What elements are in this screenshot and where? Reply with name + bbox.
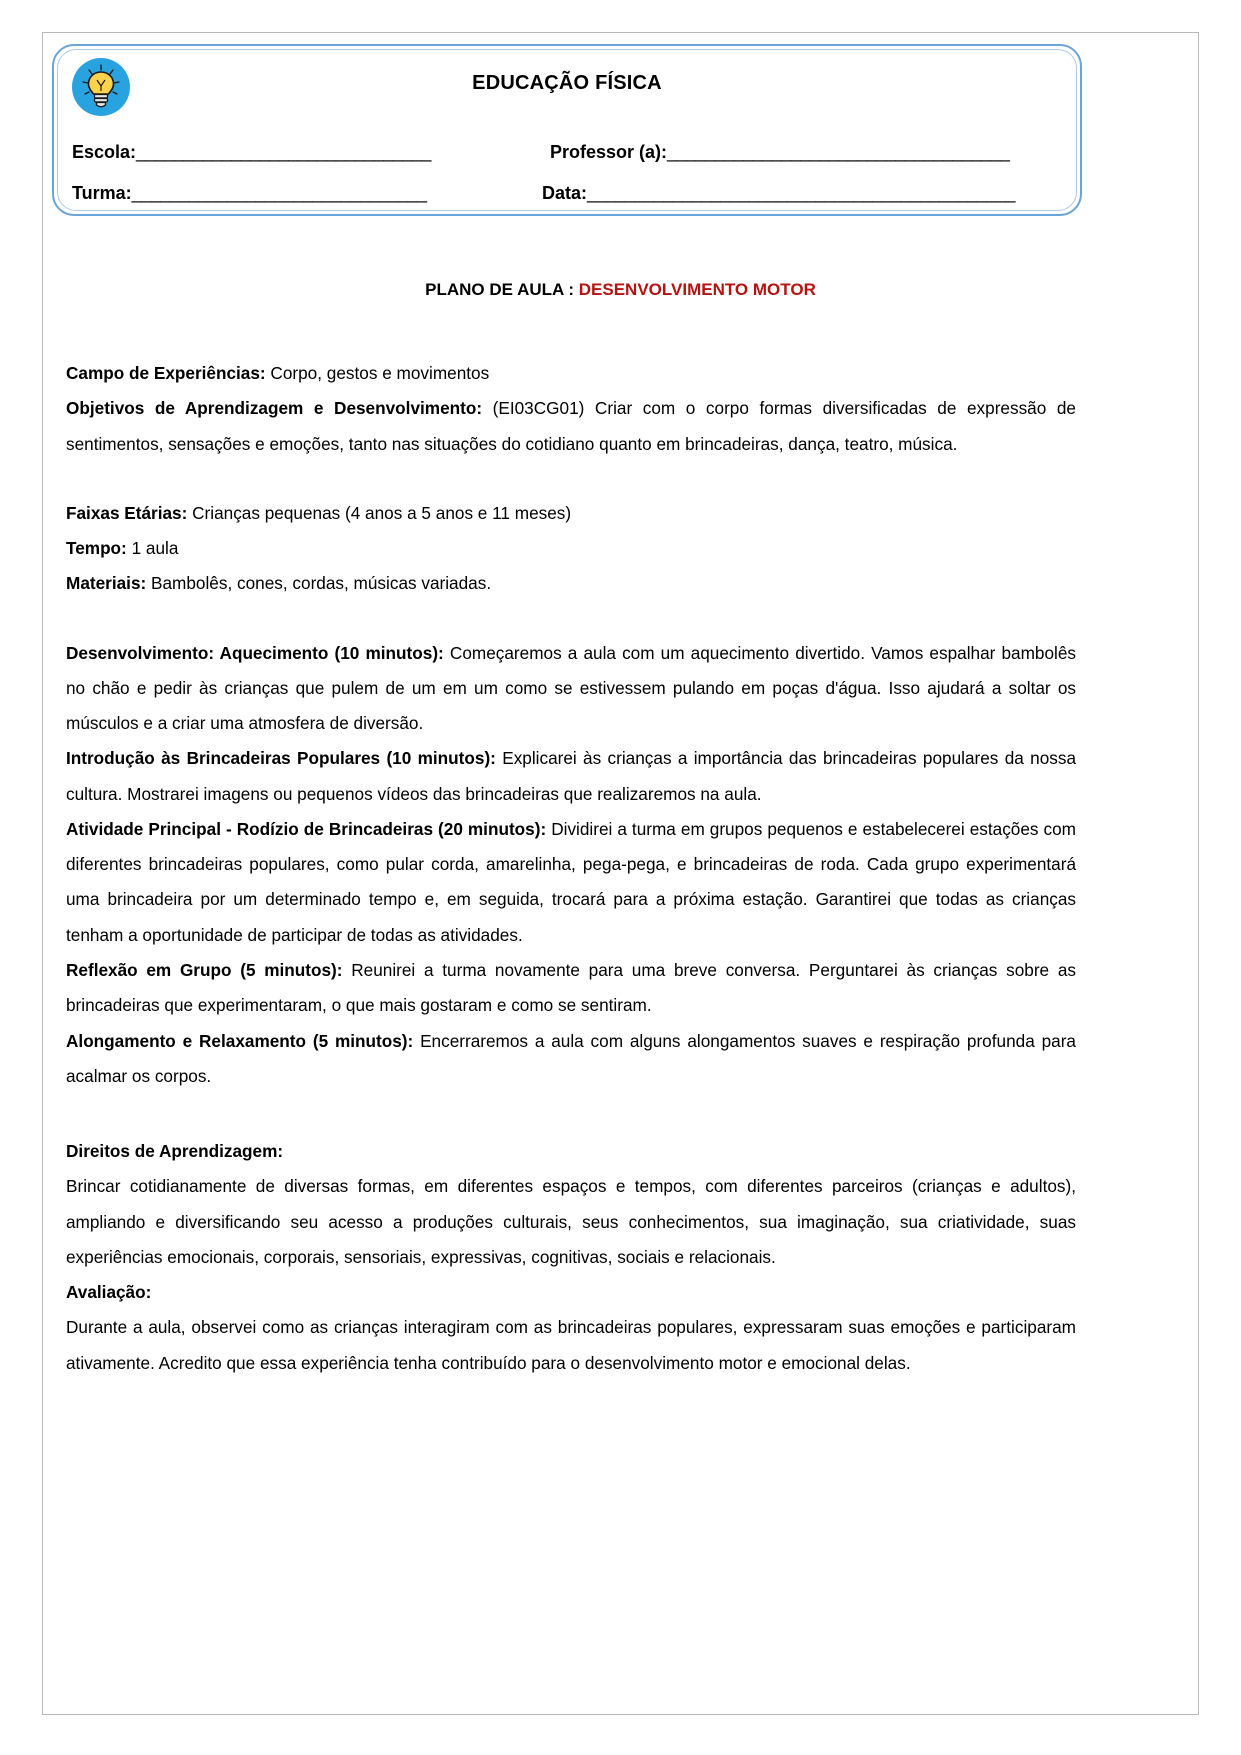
- field-escola-label: Escola:: [72, 142, 137, 162]
- spacer: [66, 1094, 1076, 1134]
- introducao-text: Explicarei às crianças a importância das brincadeiras populares da nossa cultura. Mostrarei imagens ou pequenos vídeos das brincadeiras que realizaremos na aula.: [66, 748, 1077, 804]
- field-data: [542, 183, 1015, 204]
- tempo-label: Tempo:: [66, 538, 127, 559]
- section-alongamento: [66, 1024, 1076, 1095]
- section-reflexao: [66, 953, 1076, 1024]
- reflexao-label: Reflexão em Grupo (5 minutos):: [66, 959, 343, 980]
- section-introducao: [66, 741, 1076, 812]
- aquecimento-label: Desenvolvimento: Aquecimento (10 minutos):: [66, 642, 444, 663]
- introducao-label: Introdução às Brincadeiras Populares (10 minutos):: [66, 748, 496, 769]
- alongamento-label: Alongamento e Relaxamento (5 minutos):: [66, 1030, 414, 1051]
- page-title-accent: DESENVOLVIMENTO MOTOR: [578, 280, 816, 299]
- atividade-text: Dividirei a turma em grupos pequenos e estabelecerei estações com diferentes brincadeiras populares, como pular corda, amarelinha, pega-pega, e brincadeiras de roda. Cada grupo experimentará uma brincadeira por um determinado tempo e, em seguida, trocará para a próxima estação. Garantirei que todas as crianças tenham a oportunidade de participar de todas as atividades.: [66, 818, 1076, 945]
- section-aquecimento: [66, 636, 1076, 742]
- field-turma: [72, 183, 427, 204]
- section-faixas-etarias: [66, 496, 1076, 531]
- field-escola-rule[interactable]: _______________________________: [136, 142, 431, 162]
- campo-label: Campo de Experiências:: [66, 363, 266, 383]
- field-data-rule[interactable]: _____________________________________________: [587, 183, 1015, 203]
- field-turma-label: Turma:: [72, 183, 132, 203]
- course-title: EDUCAÇÃO FÍSICA: [472, 72, 662, 94]
- header-box: [52, 44, 1082, 216]
- objetivos-label: Objetivos de Aprendizagem e Desenvolvimento:: [66, 398, 483, 419]
- avaliacao-label: Avaliação:: [66, 1282, 152, 1303]
- section-campo-de-experiencias: [66, 356, 1076, 391]
- campo-text: Corpo, gestos e movimentos: [265, 363, 490, 383]
- page-title-prefix: PLANO DE AULA :: [425, 280, 579, 299]
- spacer: [66, 462, 1076, 496]
- section-avaliacao-text: Durante a aula, observei como as crianças interagiram com as brincadeiras populares, expressaram suas emoções e participaram ativamente. Acredito que essa experiência tenha contribuído para o desenvolvimento motor e emocional delas.: [66, 1317, 1076, 1373]
- section-tempo: [66, 531, 1076, 566]
- field-professor: [550, 142, 1009, 163]
- materiais-label: Materiais:: [66, 573, 147, 594]
- alongamento-text: Encerraremos a aula com alguns alongamentos suaves e respiração profunda para acalmar os corpos.: [66, 1030, 1076, 1086]
- document-body: [66, 356, 1076, 1381]
- reflexao-text: Reunirei a turma novamente para uma breve conversa. Perguntarei às crianças sobre as brincadeiras que experimentaram, o que mais gostaram e como se sentiram.: [66, 959, 1076, 1016]
- page-title: [0, 280, 1241, 300]
- field-professor-rule[interactable]: ____________________________________: [667, 142, 1010, 162]
- objetivos-text: (EI03CG01) Criar com o corpo formas diversificadas de expressão de sentimentos, sensações e emoções, tanto nas situações do cotidiano quanto em brincadeiras, dança, teatro, música.: [66, 398, 1076, 454]
- section-materiais: [66, 566, 1076, 601]
- tempo-text: 1 aula: [126, 538, 179, 559]
- materiais-text: Bambolês, cones, cordas, músicas variadas.: [146, 573, 492, 594]
- section-avaliacao-heading: [66, 1275, 1076, 1310]
- section-direitos-text: Brincar cotidianamente de diversas formas, em diferentes espaços e tempos, com diferentes parceiros (crianças e adultos), ampliando e diversificando seu acesso a produções culturais, seus conhecimentos, sua imaginação, sua criatividade, suas experiências emocionais, corporais, sensoriais, expressivas, cognitivas, sociais e relacionais.: [66, 1176, 1076, 1267]
- spacer: [66, 602, 1076, 636]
- field-turma-rule[interactable]: _______________________________: [131, 183, 427, 203]
- faixas-label: Faixas Etárias:: [66, 502, 188, 523]
- field-professor-label: Professor (a):: [550, 142, 668, 162]
- field-escola: [72, 142, 431, 163]
- direitos-label: Direitos de Aprendizagem:: [66, 1141, 284, 1162]
- section-direitos-heading: [66, 1134, 1076, 1169]
- section-atividade-principal: [66, 812, 1076, 953]
- field-data-label: Data:: [542, 183, 588, 203]
- section-objetivos: [66, 391, 1076, 462]
- aquecimento-text: Começaremos a aula com um aquecimento divertido. Vamos espalhar bambolês no chão e pedir às crianças que pulem de um em um como se estivessem pulando em poças d'água. Isso ajudará a soltar os músculos e a criar uma atmosfera de diversão.: [66, 642, 1077, 734]
- atividade-label: Atividade Principal - Rodízio de Brincadeiras (20 minutos):: [66, 818, 547, 839]
- faixas-text: Crianças pequenas (4 anos a 5 anos e 11 meses): [187, 502, 572, 523]
